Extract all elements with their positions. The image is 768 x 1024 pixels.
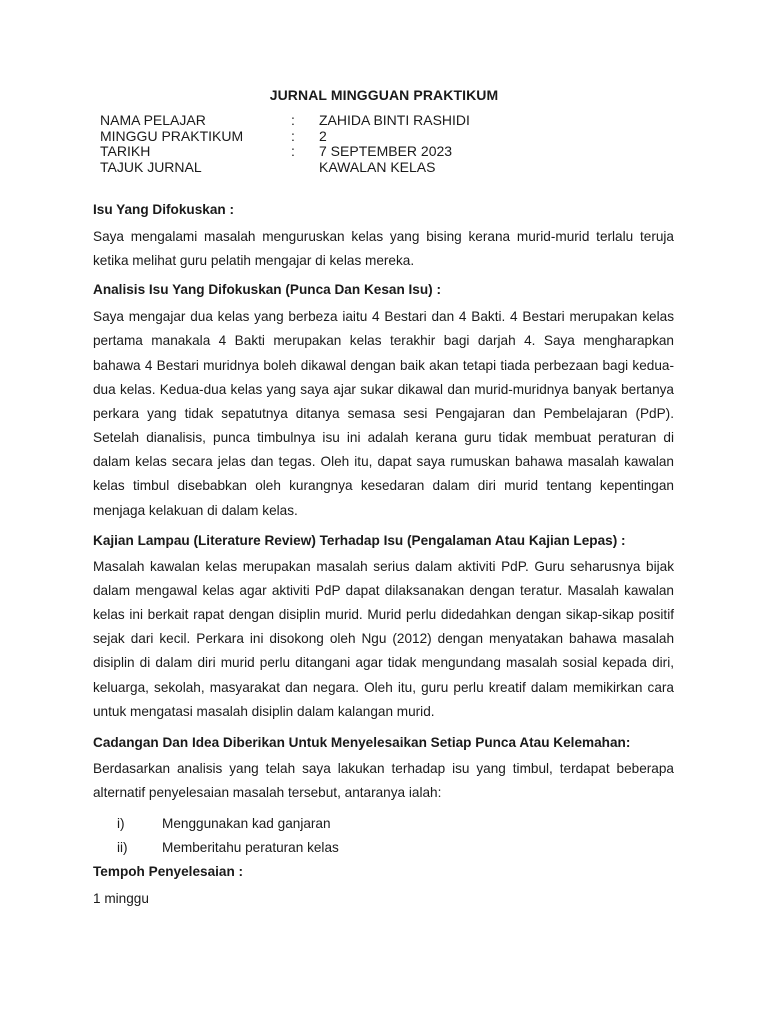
info-colon: : — [291, 112, 295, 128]
info-value: 2 — [319, 127, 327, 144]
info-row-date — [100, 144, 600, 160]
student-info-block — [100, 113, 600, 176]
journal-content — [93, 201, 674, 911]
list-item-number: i) — [117, 816, 125, 832]
info-value: ZAHIDA BINTI RASHIDI — [319, 112, 470, 128]
literature-review-heading: Kajian Lampau (Literature Review) Terhadap Isu (Pengalaman Atau Kajian Lepas) : — [93, 532, 626, 548]
list-item-text: Memberitahu peraturan kelas — [162, 840, 339, 856]
suggestion-heading: Cadangan Dan Idea Diberikan Untuk Menyelesaikan Setiap Punca Atau Kelemahan: — [93, 734, 631, 750]
info-label: TARIKH — [100, 143, 151, 160]
info-colon: : — [291, 143, 295, 160]
issue-paragraph: Saya mengalami masalah menguruskan kelas yang bising kerana murid-murid terlalu teruja ketika melihat guru pelatih mengajar di kelas mereka. — [93, 229, 674, 269]
list-item-text: Menggunakan kad ganjaran — [162, 816, 331, 832]
analysis-heading: Analisis Isu Yang Difokuskan (Punca Dan Kesan Isu) : — [93, 282, 441, 298]
literature-review-paragraph: Masalah kawalan kelas merupakan masalah serius dalam aktiviti PdP. Guru seharusnya bijak dalam mengawal kelas agar aktiviti PdP dapat dilaksanakan dengan teratur. Masalah kawalan kelas ini berkait rapat dengan disiplin murid. Murid perlu didedahkan dengan sikap-sikap positif sejak dari kecil. Perkara ini disokong oleh Ngu (2012) dengan menyatakan bahawa masalah disiplin di dalam diri murid perlu ditangani agar tidak mengundang masalah sosial kepada diri, keluarga, sekolah, masyarakat dan negara. Oleh itu, guru perlu kreatif dalam memikirkan cara untuk mengatasi masalah disiplin dalam kalangan murid. — [93, 558, 674, 719]
suggestion-paragraph: Berdasarkan analisis yang telah saya lakukan terhadap isu yang timbul, terdapat beberapa alternatif penyelesaian masalah tersebut, antaranya ialah: — [93, 760, 674, 800]
duration-text: 1 minggu — [93, 891, 149, 907]
issue-heading: Isu Yang Difokuskan : — [93, 202, 235, 217]
document-title: JURNAL MINGGUAN PRAKTIKUM — [269, 87, 499, 103]
info-row-topic — [100, 160, 600, 176]
list-item — [93, 836, 674, 860]
duration-heading: Tempoh Penyelesaian : — [93, 864, 244, 880]
list-item-number: ii) — [117, 840, 128, 856]
info-label: NAMA PELAJAR — [100, 112, 206, 128]
list-item — [93, 812, 674, 836]
analysis-paragraph: Saya mengajar dua kelas yang berbeza iaitu 4 Bestari dan 4 Bakti. 4 Bestari merupakan kelas pertama manakala 4 Bakti merupakan kelas terakhir bagi darjah 4. Saya mengharapkan bahawa 4 Bestari muridnya boleh dikawal dengan baik akan tetapi tiada perbezaan bagi kedua-dua kelas. Kedua-dua kelas yang saya ajar sukar dikawal dan murid-muridnya banyak bertanya perkara yang tidak sepatutnya ditanya semasa sesi Pengajaran dan Pembelajaran (PdP). Setelah dianalisis, punca timbulnya isu ini adalah kerana guru tidak membuat peraturan di dalam kelas secara jelas dan tegas. Oleh itu, dapat saya rumuskan bahawa masalah kawalan kelas timbul disebabkan oleh kurangnya kesedaran dalam diri murid tentang kepentingan menjaga kelakuan di dalam kelas. — [93, 309, 674, 518]
info-value: 7 SEPTEMBER 2023 — [319, 143, 453, 160]
info-row-name — [100, 113, 600, 129]
info-row-week — [100, 129, 600, 145]
info-label: TAJUK JURNAL — [100, 159, 202, 176]
suggestion-list — [93, 812, 674, 860]
info-colon: : — [291, 127, 295, 144]
info-label: MINGGU PRAKTIKUM — [100, 127, 244, 144]
info-value: KAWALAN KELAS — [319, 159, 436, 176]
